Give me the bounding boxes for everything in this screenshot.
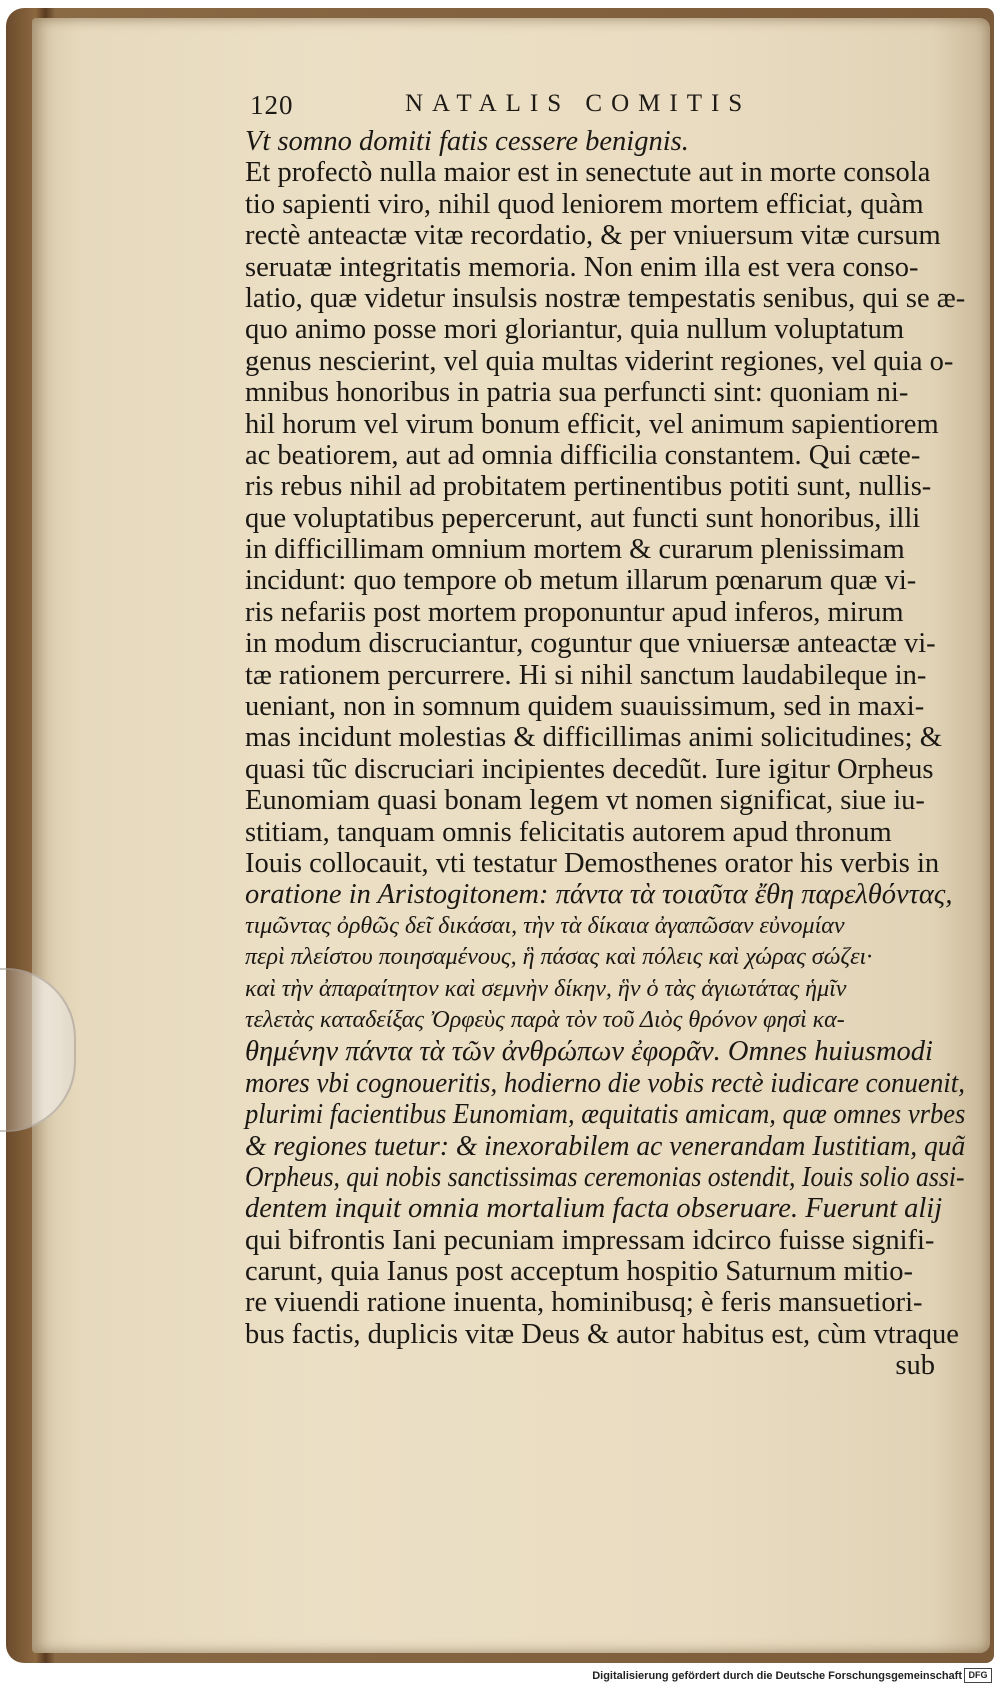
text-line: tio sapienti viro, nihil quod leniorem mortem efficiat, quàm [245, 188, 924, 220]
text-line: & regiones tuetur: & inexorabilem ac venerandam Iustitiam, quã [245, 1130, 966, 1162]
text-line: τελετὰς καταδείξας Ὀρφεὺς παρὰ τὸν τοῦ Διὸς θρόνον φησὶ κα- [245, 1006, 845, 1033]
text-line: τιμῶντας ὀρθῶς δεῖ δικάσαι, τὴν τὰ δίκαια ἀγαπῶσαν εὐνομίαν [245, 912, 845, 939]
text-line: mores vbi cognoueritis, hodierno die vobis rectè iudicare conuenit, [245, 1067, 965, 1099]
text-line: genus nescierint, vel quia multas viderint regiones, vel quia o- [245, 345, 954, 377]
text-line: Iouis collocauit, vti testatur Demosthenes orator his verbis in [245, 847, 940, 879]
dfg-logo: DFG [964, 1668, 992, 1683]
footer-bar [0, 1664, 1000, 1689]
text-line: re viuendi ratione inuenta, hominibusq; è feris mansuetiori- [245, 1287, 923, 1319]
text-line: incidunt: quo tempore ob metum illarum pœnarum quæ vi- [245, 565, 917, 597]
text-line: hil horum vel virum bonum efficit, vel animum sapientiorem [245, 408, 939, 440]
text-line: bus factis, duplicis vitæ Deus & autor habitus est, cùm vtraque [245, 1318, 959, 1350]
page-header [250, 90, 830, 130]
digitization-credit: Digitalisierung gefördert durch die Deutsche Forschungsgemeinschaft [592, 1670, 962, 1682]
text-line: qui bifrontis Iani pecuniam impressam idcirco fuisse signifi- [245, 1224, 935, 1256]
text-line: ris rebus nihil ad probitatem pertinentibus potiti sunt, nullis- [245, 471, 932, 503]
text-line: mnibus honoribus in patria sua perfuncti sint: quoniam ni- [245, 377, 909, 409]
text-line: dentem inquit omnia mortalium facta obseruare. Fuerunt alij [245, 1193, 943, 1225]
text-line: oratione in Aristogitonem: πάντα τὰ τοιαῦτα ἔθη παρελθόντας, [245, 879, 953, 911]
text-line: stitiam, tanquam omnis felicitatis autorem apud thronum [245, 816, 892, 848]
text-line: ueniant, non in somnum quidem suauissimum, sed in maxi- [245, 691, 925, 723]
text-line: ac beatiorem, aut ad omnia difficilia constantem. Qui cæte- [245, 439, 921, 471]
text-line: in modum discruciantur, coguntur que vniuersæ anteactæ vi- [245, 628, 936, 660]
text-line: tæ rationem percurrere. Hi si nihil sanctum laudabileque in- [245, 659, 927, 691]
text-line: Eunomiam quasi bonam legem vt nomen significat, siue iu- [245, 785, 925, 817]
text-line: θημένην πάντα τὰ τῶν ἀνθρώπων ἐφορᾶν. Omnes huiusmodi [245, 1036, 933, 1068]
text-line: sub [895, 1350, 935, 1382]
text-line: carunt, quia Ianus post acceptum hospitio Saturnum mitio- [245, 1256, 914, 1288]
text-line: Vt somno domiti fatis cessere benignis. [245, 126, 689, 157]
text-line: ris nefariis post mortem proponuntur apud inferos, mirum [245, 596, 904, 628]
page-number: 120 [250, 90, 294, 120]
text-line: Et profectò nulla maior est in senectute aut in morte consola [245, 157, 931, 189]
text-line: seruatæ integritatis memoria. Non enim illa est vera conso- [245, 251, 919, 283]
text-line: mas incidunt molestias & difficillimas animi solicitudines; & [245, 722, 942, 754]
text-line: latio, quæ videtur insulsis nostræ tempestatis senibus, qui se æ- [245, 282, 966, 314]
text-line: Orpheus, qui nobis sanctissimas ceremonias ostendit, Iouis solio assi- [245, 1161, 965, 1193]
text-line: que voluptatibus pepercerunt, aut functi sunt honoribus, illi [245, 502, 921, 534]
text-line: rectè anteactæ vitæ recordatio, & per vniuersum vitæ cursum [245, 220, 941, 252]
text-line: quasi tũc discruciari incipientes decedũt. Iure igitur Orpheus [245, 753, 934, 785]
text-line: quo animo posse mori gloriantur, quia nullum voluptatum [245, 314, 905, 346]
text-line: in difficillimam omnium mortem & curarum plenissimam [245, 534, 905, 566]
text-line: περὶ πλείστου ποιησαμένους, ἣ πάσας καὶ πόλεις καὶ χώρας σώζει· [245, 944, 873, 971]
text-line: plurimi facientibus Eunomiam, æquitatis amicam, quæ omnes vrbes [245, 1099, 966, 1131]
body-text [245, 126, 965, 1382]
text-line: καὶ τὴν ἀπαραίτητον καὶ σεμνὴν δίκην, ἣν ὁ τὰς ἁγιωτάτας ἡμῖν [245, 975, 847, 1002]
running-title: NATALIS COMITIS [405, 90, 752, 117]
